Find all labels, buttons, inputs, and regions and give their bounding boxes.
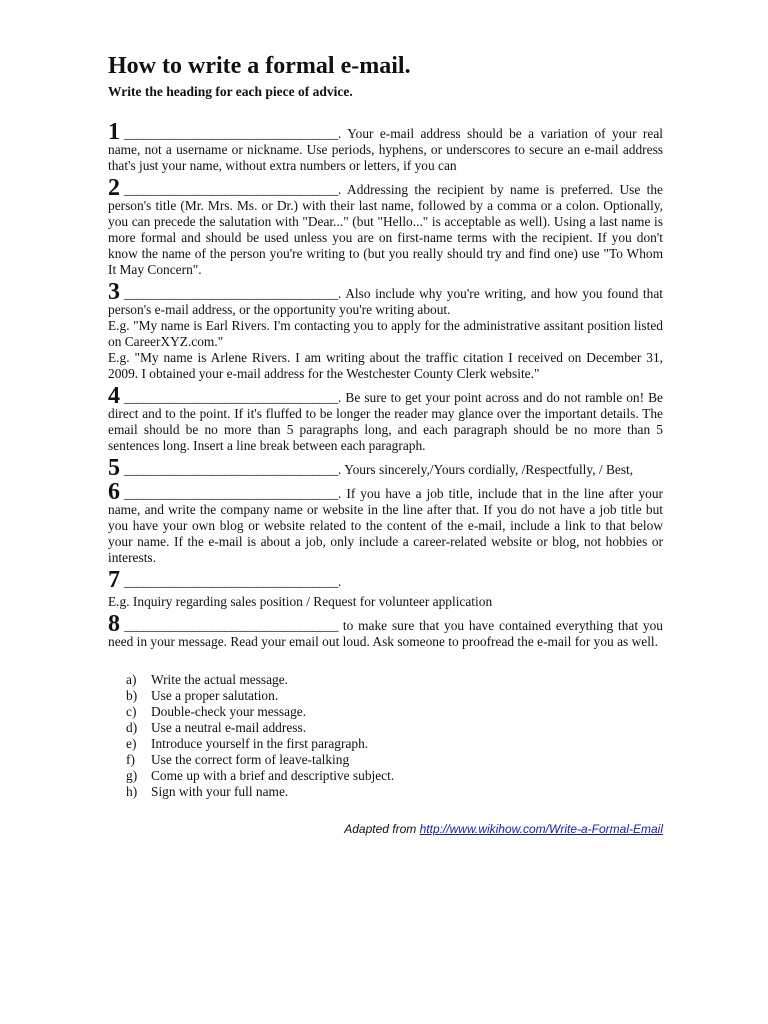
- option-text: Use a proper salutation.: [151, 688, 279, 703]
- option-text: Sign with your full name.: [151, 784, 289, 799]
- heading-blank: __________________________________: [124, 390, 339, 405]
- option-text: Write the actual message.: [151, 672, 289, 687]
- item-number: 2: [108, 175, 120, 201]
- option-item: [126, 784, 663, 800]
- advice-item-6: [108, 479, 663, 566]
- item-text: Your e-mail address should be a variation of your real name, not a username or nickname. Use periods, hyphens, or underscores to secure an e-mail address that's just your name, without extra numbers or letters, if you can: [108, 126, 663, 173]
- heading-options: [126, 672, 663, 800]
- source-link[interactable]: http://www.wikihow.com/Write-a-Formal-Email: [419, 822, 663, 836]
- source-credit: [108, 822, 663, 836]
- item-number: 5: [108, 455, 120, 481]
- example-1: E.g. "My name is Earl Rivers. I'm contacting you to apply for the administrative assitant position listed on CareerXYZ.com.": [108, 318, 663, 349]
- item-separator: .: [338, 182, 342, 197]
- option-item: [126, 768, 663, 784]
- heading-blank: __________________________________: [124, 486, 339, 501]
- option-text: Come up with a brief and descriptive subject.: [151, 768, 395, 783]
- item-text: to make sure that you have contained everything that you need in your message. Read your email out loud. Ask someone to proofread the e-mail for you as well.: [108, 618, 663, 649]
- item-separator: .: [338, 126, 342, 141]
- option-text: Use a neutral e-mail address.: [151, 720, 307, 735]
- advice-item-1: [108, 119, 663, 174]
- option-letter: a): [126, 672, 137, 687]
- advice-item-3: [108, 279, 663, 382]
- option-item: [126, 704, 663, 720]
- option-letter: d): [126, 720, 138, 735]
- item-number: 8: [108, 611, 120, 637]
- item-separator: .: [338, 390, 342, 405]
- item-separator: .: [338, 574, 342, 589]
- heading-blank: __________________________________: [124, 574, 339, 589]
- heading-blank: __________________________________: [124, 182, 339, 197]
- option-item: [126, 736, 663, 752]
- option-letter: c): [126, 704, 137, 719]
- item-text: Be sure to get your point across and do not ramble on! Be direct and to the point. If it's fluffed to be longer the reader may glance over the important details. The email should be no more than 5 paragraphs long, and each paragraph should be no more than 5 sentences long. Insert a line break between each paragraph.: [108, 390, 663, 453]
- option-letter: g): [126, 768, 138, 783]
- option-text: Use the correct form of leave-talking: [151, 752, 350, 767]
- item-separator: .: [338, 462, 342, 477]
- option-item: [126, 720, 663, 736]
- item-number: 7: [108, 567, 120, 593]
- credit-prefix: Adapted from: [344, 822, 420, 836]
- advice-item-2: [108, 175, 663, 278]
- item-text: Addressing the recipient by name is preferred. Use the person's title (Mr. Mrs. Ms. or Dr.) with their last name, followed by a comma or a colon. Optionally, you can precede the salutation with "Dear..." (but "Hello..." is acceptable as well). Using a last name is more formal and should be used unless you are on first-name terms with the recipient. If you don't know the name of the person you're writing to (but you really should try and find one) use "To Whom It May Concern".: [108, 182, 663, 277]
- advice-list: [108, 119, 663, 650]
- advice-item-5: [108, 455, 663, 481]
- option-item: [126, 672, 663, 688]
- option-item: [126, 752, 663, 768]
- instructions: Write the heading for each piece of advice.: [108, 84, 353, 99]
- item-text: Also include why you're writing, and how you found that person's e-mail address, or the opportunity you're writing about.: [108, 286, 663, 317]
- option-letter: e): [126, 736, 137, 751]
- option-text: Double-check your message.: [151, 704, 307, 719]
- advice-item-4: [108, 383, 663, 454]
- option-text: Introduce yourself in the first paragraph.: [151, 736, 369, 751]
- page-title: How to write a formal e-mail.: [108, 53, 411, 79]
- item-number: 4: [108, 383, 120, 409]
- advice-item-8: [108, 611, 663, 650]
- heading-blank: __________________________________: [124, 462, 339, 477]
- advice-item-7: [108, 567, 663, 610]
- item-number: 1: [108, 119, 120, 145]
- item-separator: .: [338, 286, 342, 301]
- option-letter: f): [126, 752, 135, 767]
- item-text: Yours sincerely,/Yours cordially, /Respectfully, / Best,: [341, 462, 634, 477]
- heading-blank: __________________________________: [124, 126, 339, 141]
- item-text: If you have a job title, include that in the line after your name, and write the company name or website in the line after that. If you do not have a job title but you have your own blog or website related to the content of the e-mail, include a link to that below your name. If the e-mail is about a job, only include a career-related website or blog, not hobbies or interests.: [108, 486, 663, 565]
- item-number: 3: [108, 279, 120, 305]
- heading-blank: __________________________________: [124, 286, 339, 301]
- heading-blank: __________________________________: [124, 618, 339, 633]
- worksheet: [108, 52, 663, 836]
- item-separator: .: [338, 486, 342, 501]
- item-number: 6: [108, 479, 120, 505]
- option-letter: b): [126, 688, 138, 703]
- example-1: E.g. Inquiry regarding sales position / Request for volunteer application: [108, 594, 493, 609]
- option-letter: h): [126, 784, 138, 799]
- option-item: [126, 688, 663, 704]
- example-2: E.g. "My name is Arlene Rivers. I am writing about the traffic citation I received on December 31, 2009. I obtained your e-mail address for the Westchester County Clerk website.": [108, 350, 663, 381]
